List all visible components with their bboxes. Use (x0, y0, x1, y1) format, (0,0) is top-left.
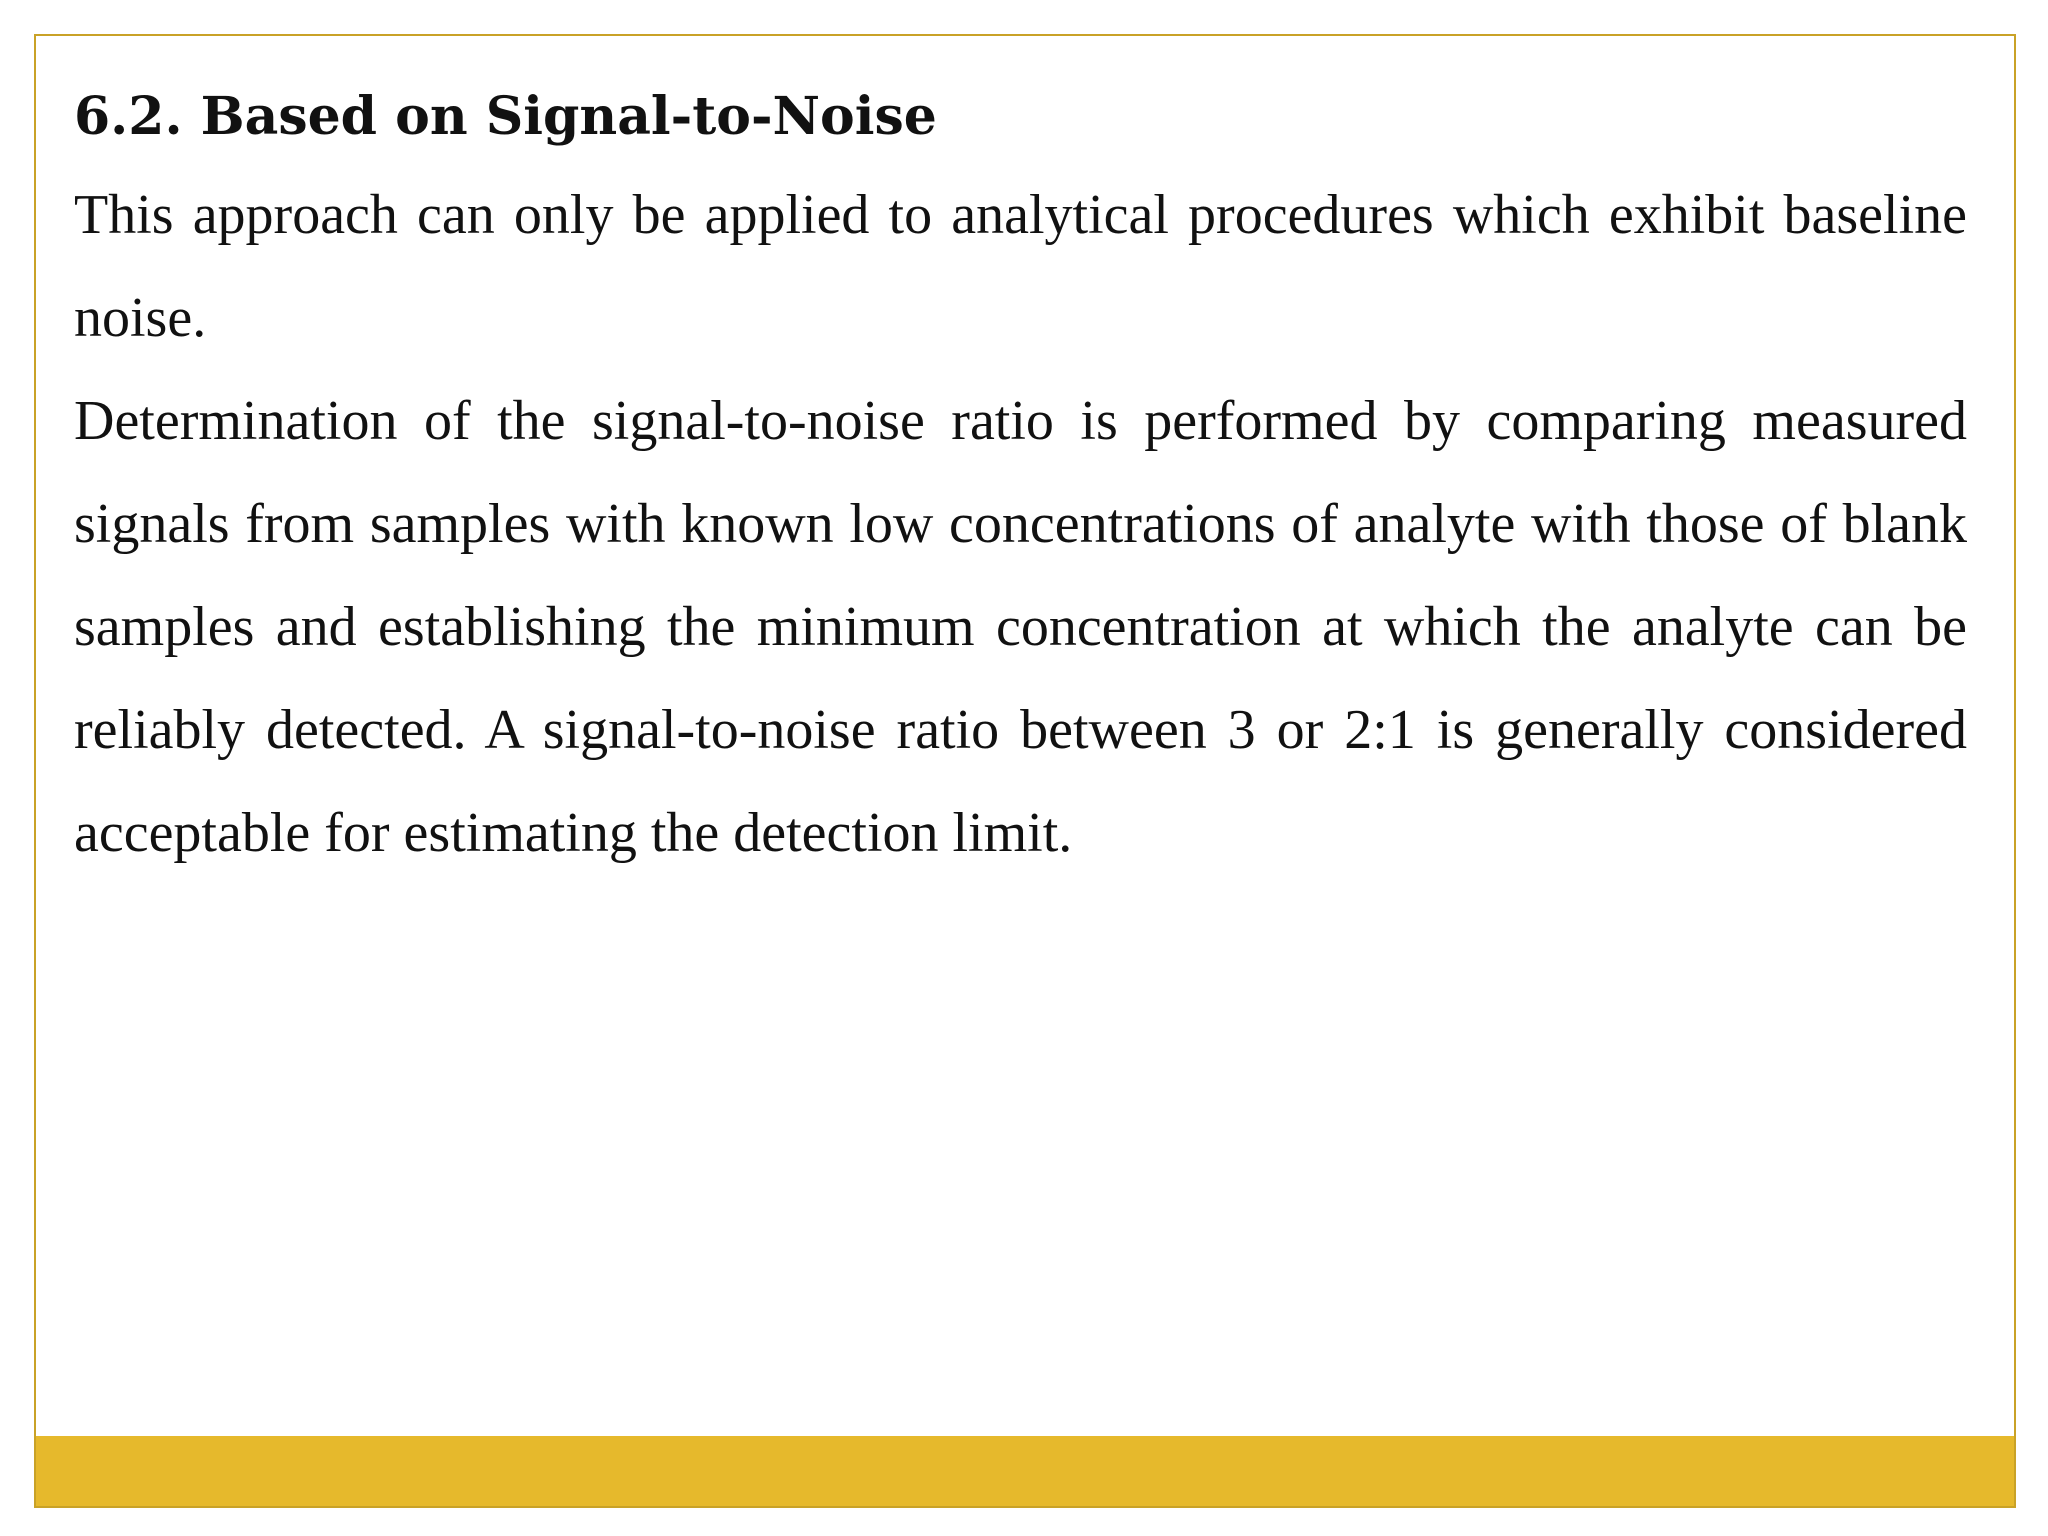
slide-content (74, 86, 1967, 885)
footer-bar (36, 1436, 2014, 1506)
paragraph-approach: This approach can only be applied to analytical procedures which exhibit baseline noise. (74, 184, 1967, 350)
paragraph-determination: Determination of the signal-to-noise ratio is performed by comparing measured signals from samples with known low concentrations of analyte with those of blank samples and establishing the minimum concentration at which the analyte can be reliably detected. A signal-to-noise ratio between 3 or 2:1 is generally considered acceptable for estimating the detection limit. (74, 390, 1967, 865)
slide-frame (34, 34, 2016, 1508)
section-heading: 6.2. Based on Signal-to-Noise (74, 86, 937, 147)
